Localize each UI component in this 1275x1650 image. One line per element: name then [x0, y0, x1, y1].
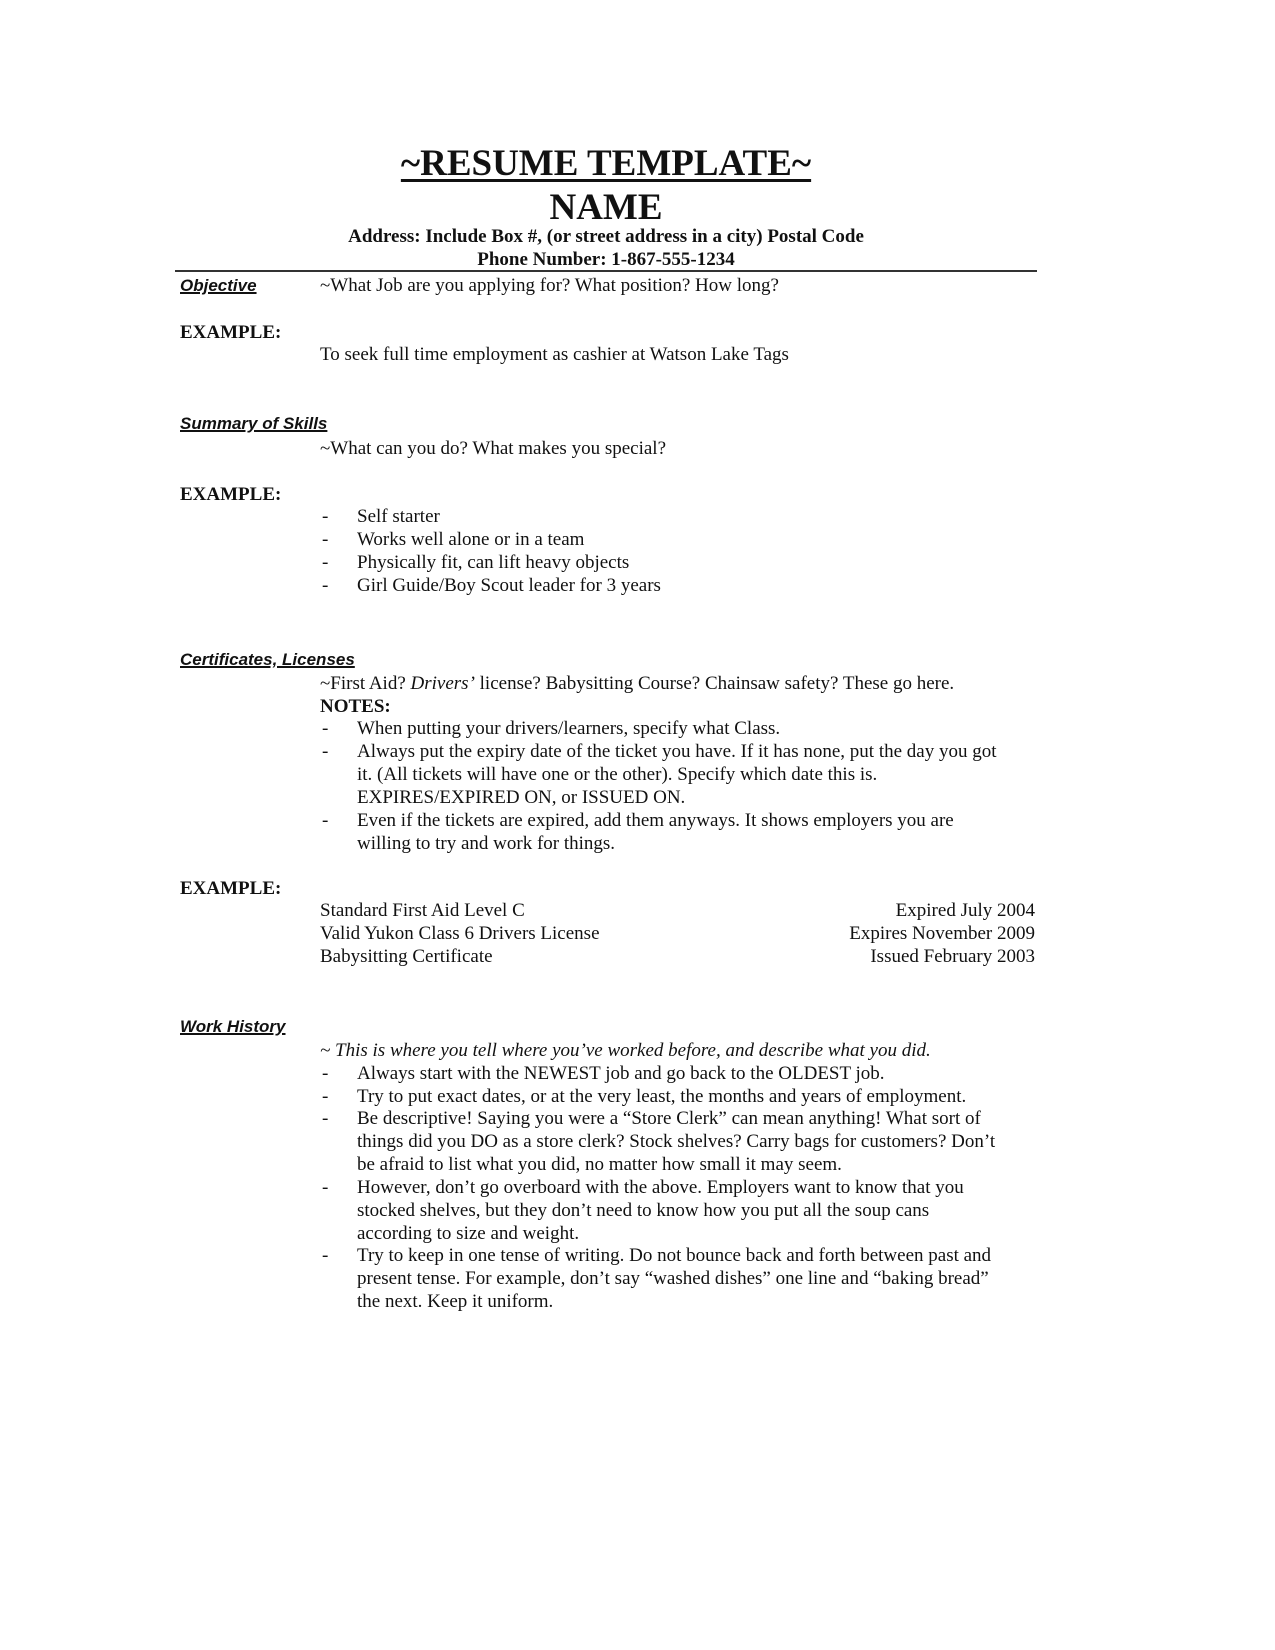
bullet-dash: -	[322, 529, 329, 550]
list-item: Always put the expiry date of the ticket you have. If it has none, put the day you got	[357, 741, 997, 762]
certificate-date: Expires November 2009	[849, 923, 1035, 944]
list-item: Try to keep in one tense of writing. Do not bounce back and forth between past and	[357, 1245, 992, 1266]
list-item-cont: willing to try and work for things.	[357, 833, 616, 854]
bullet-dash: -	[322, 1063, 329, 1084]
bullet-dash: -	[322, 552, 329, 573]
bullet-dash: -	[322, 506, 329, 527]
prompt-text: ~First Aid?	[320, 673, 411, 694]
list-item-cont: the next. Keep it uniform.	[357, 1291, 554, 1312]
list-item: Girl Guide/Boy Scout leader for 3 years	[357, 575, 661, 596]
list-item-cont: according to size and weight.	[357, 1223, 580, 1244]
bullet-dash: -	[322, 1108, 329, 1129]
section-heading-work: Work History	[180, 1017, 286, 1036]
certificate-date: Issued February 2003	[870, 946, 1035, 967]
skills-prompt: ~What can you do? What makes you special?	[320, 438, 666, 459]
objective-example: To seek full time employment as cashier at Watson Lake Tags	[320, 344, 789, 365]
list-item: Works well alone or in a team	[357, 529, 585, 550]
list-item-cont: it. (All tickets will have one or the other). Specify which date this is.	[357, 764, 878, 785]
certificate-name: Standard First Aid Level C	[320, 900, 525, 921]
name-heading: NAME	[549, 187, 663, 228]
certificate-name: Valid Yukon Class 6 Drivers License	[320, 923, 600, 944]
document-title: ~RESUME TEMPLATE~	[400, 143, 812, 184]
certificate-name: Babysitting Certificate	[320, 946, 493, 967]
bullet-dash: -	[322, 810, 329, 831]
list-item: Physically fit, can lift heavy objects	[357, 552, 630, 573]
certificate-date: Expired July 2004	[895, 900, 1035, 921]
certificates-prompt	[320, 673, 954, 695]
list-item-cont: present tense. For example, don’t say “washed dishes” one line and “baking bread”	[357, 1268, 989, 1289]
address-line: Address: Include Box #, (or street address in a city) Postal Code	[348, 226, 864, 247]
objective-prompt: ~What Job are you applying for? What position? How long?	[320, 275, 779, 296]
bullet-dash: -	[322, 741, 329, 762]
list-item: When putting your drivers/learners, specify what Class.	[357, 718, 781, 739]
prompt-text: license? Babysitting Course? Chainsaw safety? These go here.	[474, 673, 955, 694]
section-heading-objective: Objective	[180, 276, 257, 295]
list-item-cont: EXPIRES/EXPIRED ON, or ISSUED ON.	[357, 787, 686, 808]
bullet-dash: -	[322, 575, 329, 596]
section-heading-certificates: Certificates, Licenses	[180, 650, 355, 669]
prompt-italic: Drivers’	[410, 673, 475, 694]
section-heading-skills: Summary of Skills	[180, 414, 328, 433]
list-item: However, don’t go overboard with the above. Employers want to know that you	[357, 1177, 964, 1198]
bullet-dash: -	[322, 1086, 329, 1107]
example-label: EXAMPLE:	[180, 322, 282, 343]
list-item: Be descriptive! Saying you were a “Store Clerk” can mean anything! What sort of	[357, 1108, 981, 1129]
bullet-dash: -	[322, 718, 329, 739]
list-item: Even if the tickets are expired, add them anyways. It shows employers you are	[357, 810, 954, 831]
list-item: Always start with the NEWEST job and go back to the OLDEST job.	[357, 1063, 885, 1084]
bullet-dash: -	[322, 1245, 329, 1266]
header-divider	[175, 270, 1037, 272]
list-item: Try to put exact dates, or at the very least, the months and years of employment.	[357, 1086, 967, 1107]
work-prompt: ~ This is where you tell where you’ve worked before, and describe what you did.	[320, 1040, 931, 1061]
list-item-cont: be afraid to list what you did, no matter how small it may seem.	[357, 1154, 842, 1175]
list-item-cont: things did you DO as a store clerk? Stock shelves? Carry bags for customers? Don’t	[357, 1131, 996, 1152]
list-item-cont: stocked shelves, but they don’t need to know how you put all the soup cans	[357, 1200, 930, 1221]
bullet-dash: -	[322, 1177, 329, 1198]
phone-line: Phone Number: 1-867-555-1234	[477, 249, 735, 270]
list-item: Self starter	[357, 506, 440, 527]
notes-label: NOTES:	[320, 696, 391, 717]
example-label: EXAMPLE:	[180, 878, 282, 899]
example-label: EXAMPLE:	[180, 484, 282, 505]
